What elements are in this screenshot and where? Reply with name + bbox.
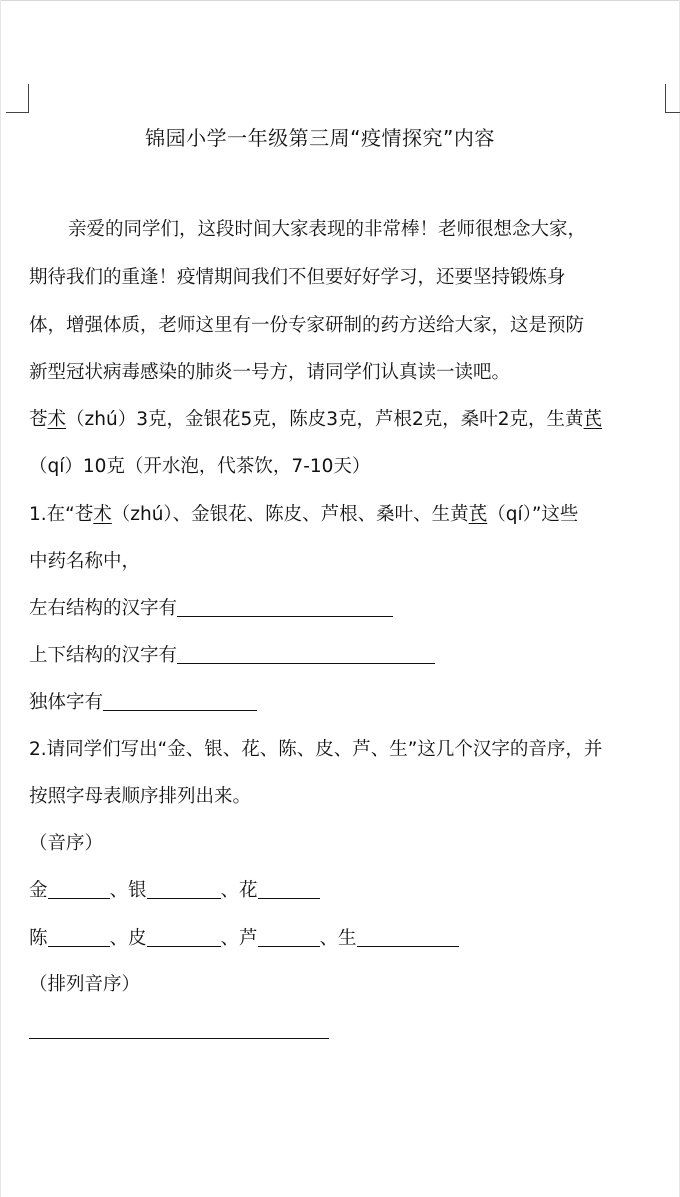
question-2-line-1: 2.请同学们写出“金、银、花、陈、皮、芦、生”这几个汉字的音序，并 bbox=[29, 739, 603, 760]
yinxu-blank[interactable] bbox=[357, 926, 459, 947]
intro-line-3: 体，增强体质，老师这里有一份专家研制的药方送给大家，这是预防 bbox=[29, 315, 585, 336]
single-character-row bbox=[29, 690, 257, 716]
char-label: 、芦 bbox=[220, 928, 258, 949]
char-label: 、银 bbox=[109, 880, 147, 901]
sort-label: （排列音序） bbox=[29, 974, 141, 995]
yinxu-row-1 bbox=[29, 878, 320, 904]
page-left-edge bbox=[0, 0, 1, 1197]
crop-mark-top-left bbox=[6, 84, 29, 113]
intro-line-2: 期待我们的重逢！疫情期间我们不但要好好学习，还要坚持锻炼身 bbox=[29, 267, 566, 288]
char-label: 、皮 bbox=[109, 928, 147, 949]
yinxu-label: （音序） bbox=[29, 833, 104, 854]
yinxu-blank[interactable] bbox=[48, 878, 110, 899]
question-underlined-char: 术 bbox=[93, 504, 112, 525]
char-label: 、生 bbox=[319, 928, 357, 949]
question-text: （zhú）、金银花、陈皮、芦根、桑叶、生黄 bbox=[111, 504, 469, 525]
yinxu-row-2 bbox=[29, 926, 459, 952]
question-text: 1.在“苍 bbox=[29, 504, 94, 525]
single-character-answer-blank[interactable] bbox=[103, 690, 257, 711]
recipe-line-1 bbox=[29, 407, 602, 433]
title-text: 锦园小学一年级第三周“疫情探究”内容 bbox=[145, 126, 495, 150]
yinxu-blank[interactable] bbox=[258, 878, 320, 899]
left-right-structure-row bbox=[29, 596, 393, 622]
single-character-label: 独体字有 bbox=[29, 692, 104, 713]
document-title bbox=[0, 122, 640, 151]
left-right-label: 左右结构的汉字有 bbox=[29, 598, 178, 619]
recipe-underlined-char: 术 bbox=[47, 409, 67, 430]
question-text: （qí）”这些 bbox=[487, 504, 579, 525]
recipe-line-2: （qí）10克（开水泡，代茶饮，7-10天） bbox=[29, 456, 371, 477]
recipe-text: 苍 bbox=[29, 409, 48, 430]
question-2-line-2: 按照字母表顺序排列出来。 bbox=[29, 786, 252, 807]
intro-line-1: 亲爱的同学们，这段时间大家表现的非常棒！老师很想念大家， bbox=[68, 219, 587, 240]
char-label: 、花 bbox=[220, 880, 258, 901]
question-1-line-2: 中药名称中， bbox=[29, 551, 141, 572]
top-bottom-structure-row bbox=[29, 643, 435, 669]
intro-line-4: 新型冠状病毒感染的肺炎一号方，请同学们认真读一读吧。 bbox=[29, 362, 511, 383]
recipe-text: （zhú）3克，金银花5克，陈皮3克，芦根2克，桑叶2克，生黄 bbox=[66, 409, 584, 430]
crop-mark-top-right bbox=[665, 84, 680, 113]
question-underlined-char: 芪 bbox=[468, 504, 488, 525]
yinxu-blank[interactable] bbox=[147, 878, 221, 899]
page-top-edge bbox=[0, 0, 680, 1]
yinxu-blank[interactable] bbox=[258, 926, 320, 947]
yinxu-blank[interactable] bbox=[147, 926, 221, 947]
char-label: 金 bbox=[29, 880, 48, 901]
recipe-underlined-char: 芪 bbox=[583, 409, 603, 430]
top-bottom-answer-blank[interactable] bbox=[177, 643, 435, 664]
yinxu-blank[interactable] bbox=[48, 926, 110, 947]
top-bottom-label: 上下结构的汉字有 bbox=[29, 645, 178, 666]
left-right-answer-blank[interactable] bbox=[177, 596, 393, 617]
sorted-order-answer-blank[interactable] bbox=[29, 1038, 329, 1039]
question-1-line-1 bbox=[29, 502, 578, 528]
char-label: 陈 bbox=[29, 928, 48, 949]
